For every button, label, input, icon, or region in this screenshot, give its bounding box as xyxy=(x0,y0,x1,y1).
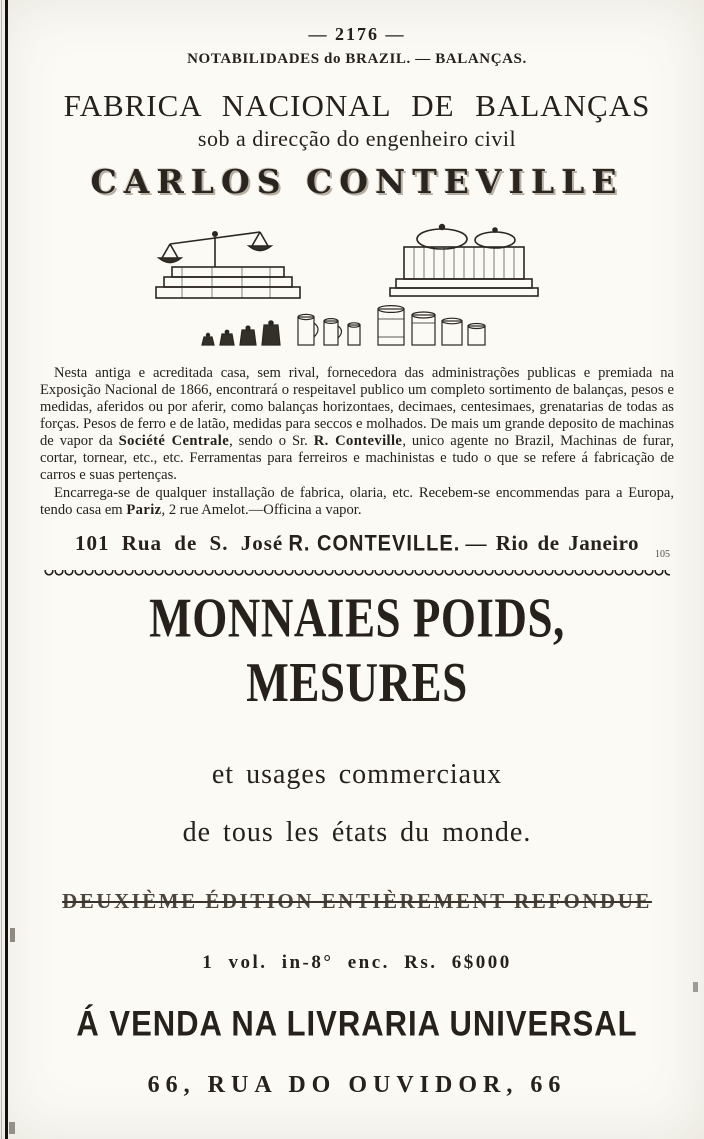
book-title-text: MONNAIES POIDS, MESURES xyxy=(149,586,565,714)
ad-subtitle: sob a direcção do engenheiro civil xyxy=(197,126,517,151)
paragraph-text: , unico agente no Brazil, Machinas de furar, cortar, tornear, etc., etc. Ferramentas para ferreiros e machinistas e tudo o que se refere á fabricação de carros e suas pertenças. xyxy=(40,433,674,483)
book-title xyxy=(40,586,674,714)
scan-artifact xyxy=(9,1122,15,1134)
steam-machine-engraving xyxy=(390,225,538,296)
page-number: — 2176 — xyxy=(308,24,406,44)
city-pariz: Pariz xyxy=(126,502,162,518)
scan-artifact xyxy=(10,928,15,942)
body-paragraph-2 xyxy=(40,485,674,519)
book-edition-line: DEUXIÈME ÉDITION ENTIÈREMENT REFONDUE xyxy=(62,889,652,913)
paragraph-text: , 2 rue Amelot.—Officina a vapor. xyxy=(161,502,362,518)
book-subtitle-2: de tous les états du monde. xyxy=(182,817,532,848)
footnote-number: 105 xyxy=(655,549,670,560)
city-name: — Rio de Janeiro xyxy=(465,531,640,555)
paragraph-text: Encarrega-se de qualquer installação de fabrica, olaria, etc. Recebem-se encommendas para a Europa, tendo casa em xyxy=(40,485,674,518)
balance-scale-engraving xyxy=(156,232,300,298)
body-paragraph-1 xyxy=(40,365,674,484)
brand-societe-centrale: Société Centrale xyxy=(118,433,230,449)
weights-engraving xyxy=(202,306,485,345)
name-r-conteville: R. Conteville xyxy=(313,433,403,449)
paragraph-text: Nesta antiga e acreditada casa, sem rival, fornecedora das administrações publicas e premiada na Exposição Nacional de 1866, encontrará o respeitavel publico um completo sortimento de balanças, pesos e medidas, aferidos ou por aferir, como balanças horizontaes, decimaes, centesimaes, grenatarias de todas as forças. Pesos de ferro e de latão, medidas para seccos e molhados. De mais um grande deposito de machinas de vapor da xyxy=(40,365,674,449)
proprietor-signature: R. CONTEVILLE. xyxy=(288,531,461,557)
proprietor-name: CARLOS CONTEVILLE xyxy=(90,162,624,201)
book-seller-text: Á VENDA NA LIVRARIA UNIVERSAL xyxy=(76,1003,638,1044)
address-line xyxy=(40,531,674,560)
book-seller-line xyxy=(40,1003,674,1044)
ad-body-text xyxy=(40,365,674,519)
book-price-line: 1 vol. in-8° enc. Rs. 6$000 xyxy=(202,952,512,973)
wavy-divider-rule xyxy=(44,570,670,579)
book-seller-address: 66, RUA DO OUVIDOR, 66 xyxy=(147,1072,567,1098)
scales-and-weights-engraving xyxy=(142,213,572,353)
ad-title: FABRICA NACIONAL DE BALANÇAS xyxy=(63,88,651,123)
binding-rule xyxy=(5,0,8,1139)
street-address: 101 Rua de S. José xyxy=(74,531,284,555)
binding-rule-faint xyxy=(1,0,2,1139)
running-header: NOTABILIDADES do BRAZIL. — BALANÇAS. xyxy=(187,51,527,67)
paragraph-text: , sendo o Sr. xyxy=(229,433,314,449)
scan-artifact xyxy=(693,982,698,992)
book-subtitle-1: et usages commerciaux xyxy=(211,759,503,790)
